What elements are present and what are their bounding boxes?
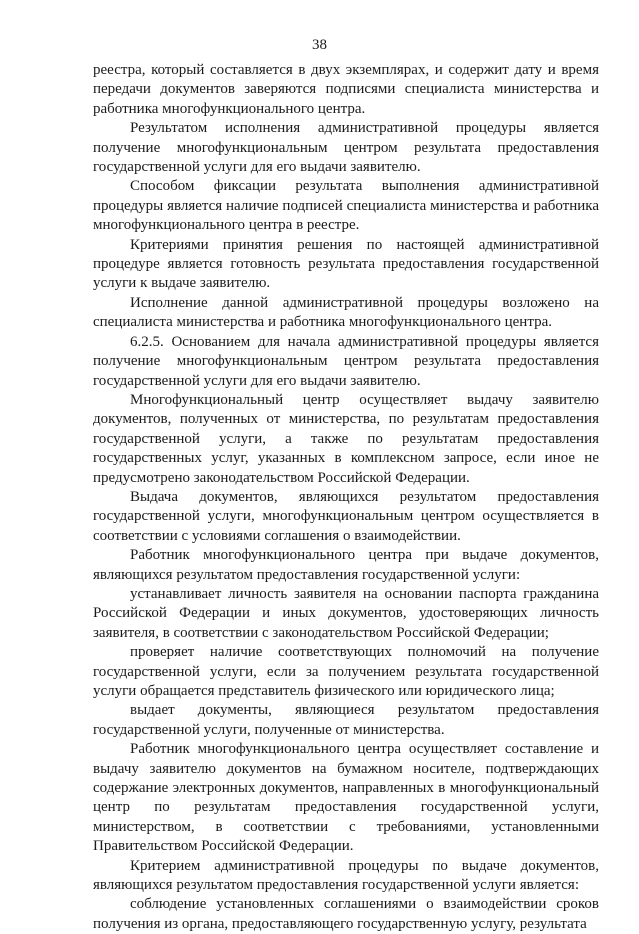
paragraph-result: Результатом исполнения административной процедуры является получение многофункциональным центром результата предоставления государственной услуги для его выдачи заявителю. — [93, 120, 599, 176]
paragraph-issues-documents: выдает документы, являющиеся результатом предоставления государственной услуги, полученные от министерства. — [93, 702, 599, 738]
paragraph-paper-copies: Работник многофункционального центра осуществляет составление и выдачу заявителю документов на бумажном носителе, подтверждающих содержание электронных документов, направленных в многофункциональный центр по результатам предоставления государственной услуги, министерством, в соответствии с требованиями, установленными Правительством Российской Федерации. — [93, 741, 599, 855]
page-number: 38 — [312, 37, 327, 53]
paragraph-verifies-identity: устанавливает личность заявителя на основании паспорта гражданина Российской Федерации и иных документов, удостоверяющих личность заявителя, в соответствии с законодательством Российской Федерации; — [93, 585, 599, 641]
paragraph-registry-continuation: реестра, который составляется в двух экземплярах, и содержит дату и время передачи документов заверяются подписями специалиста министерства и работника многофункционального центра. — [93, 62, 599, 117]
paragraph-mfc-issues-documents: Многофункциональный центр осуществляет выдачу заявителю документов, полученных от министерства, по результатам предоставления государственной услуги, а также по результатам предоставления государственных услуг, указанных в комплексном запросе, если иное не предусмотрено законодательством Российской Федерации. — [93, 391, 599, 486]
paragraph-deadline-compliance: соблюдение установленных соглашениями о взаимодействии сроков получения из органа, предоставляющего государственную услугу, результата — [93, 896, 599, 932]
paragraph-fixation-method: Способом фиксации результата выполнения административной процедуры является наличие подписей специалиста министерства и работника многофункционального центра в реестре. — [93, 178, 599, 234]
paragraph-decision-criteria: Критериями принятия решения по настоящей административной процедуре является готовность результата предоставления государственной услуги к выдаче заявителю. — [93, 236, 599, 292]
paragraph-issuance-terms: Выдача документов, являющихся результатом предоставления государственной услуги, многофункциональным центром осуществляется в соответствии с условиями соглашения о взаимодействии. — [93, 488, 599, 544]
document-body — [93, 61, 599, 934]
paragraph-section-6-2-5: 6.2.5. Основанием для начала административной процедуры является получение многофункциональным центром результата предоставления государственной услуги для его выдачи заявителю. — [93, 333, 599, 389]
paragraph-employee-duties: Работник многофункционального центра при выдаче документов, являющихся результатом предоставления государственной услуги: — [93, 547, 599, 583]
paragraph-issuance-criterion: Критерием административной процедуры по выдаче документов, являющихся результатом предоставления государственной услуги является: — [93, 857, 599, 894]
paragraph-responsibility: Исполнение данной административной процедуры возложено на специалиста министерства и работника многофункционального центра. — [93, 294, 599, 331]
paragraph-checks-authority: проверяет наличие соответствующих полномочий на получение государственной услуги, если за получением результата государственной услуги обращается представитель физического или юридического лица; — [93, 644, 599, 699]
